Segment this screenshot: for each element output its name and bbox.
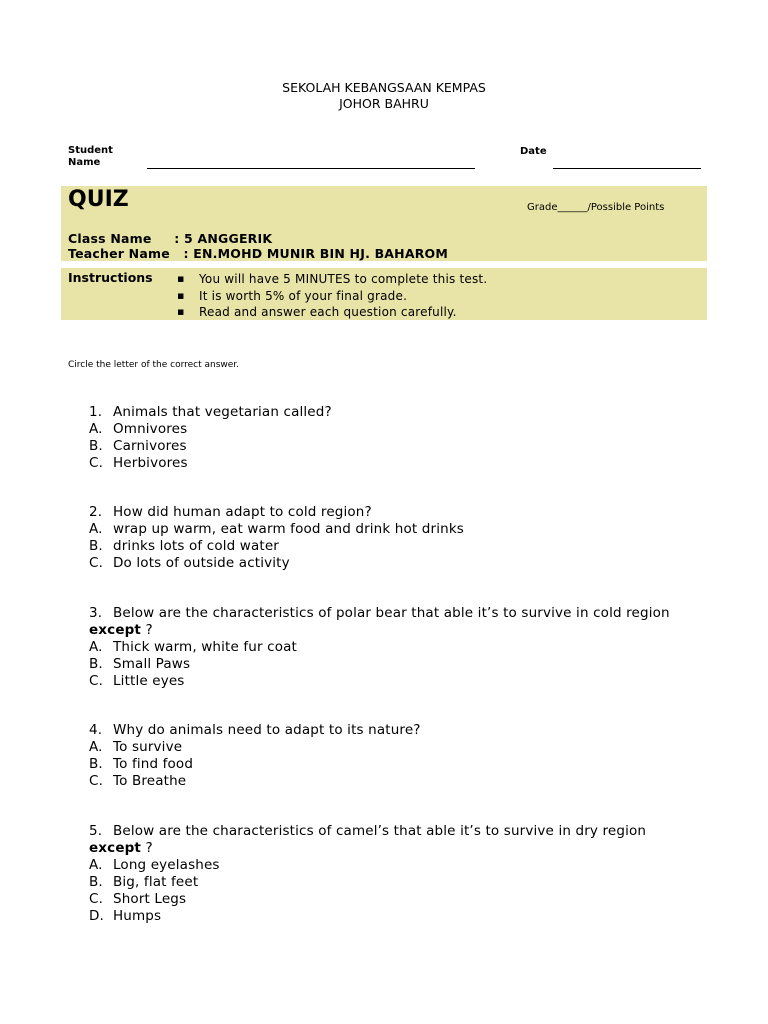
- student-name-line[interactable]: [147, 168, 475, 169]
- instruction-item: ▪ Read and answer each question carefully.: [175, 304, 487, 321]
- instruction-item: ▪ It is worth 5% of your final grade.: [175, 288, 487, 305]
- option-text: Carnivores: [113, 438, 187, 454]
- option-letter[interactable]: A.: [89, 521, 103, 537]
- question-number: 5.: [89, 823, 103, 839]
- answer-option[interactable]: [89, 739, 729, 756]
- option-text: drinks lots of cold water: [113, 538, 280, 554]
- instructions-list: [175, 271, 487, 321]
- question-number: 2.: [89, 504, 103, 520]
- except-keyword: except: [89, 840, 142, 856]
- quiz-info-band: [61, 186, 707, 261]
- instructions-label: Instructions: [68, 270, 153, 285]
- date-line[interactable]: [553, 168, 701, 169]
- option-letter[interactable]: C.: [89, 773, 104, 789]
- option-text: To survive: [113, 739, 183, 755]
- question-number: 4.: [89, 722, 103, 738]
- answer-option[interactable]: [89, 908, 729, 925]
- directions-text: Circle the letter of the correct answer.: [68, 360, 240, 370]
- answer-option[interactable]: [89, 673, 729, 690]
- question-5: [89, 823, 729, 925]
- date-label: Date: [520, 146, 547, 157]
- option-text: To find food: [113, 756, 194, 772]
- quiz-title: QUIZ: [68, 187, 129, 212]
- school-location: JOHOR BAHRU: [339, 96, 429, 111]
- school-name: SEKOLAH KEBANGSAAN KEMPAS: [282, 80, 486, 95]
- option-text: Herbivores: [113, 455, 188, 471]
- option-text: Small Paws: [113, 656, 191, 672]
- question-number: 1.: [89, 404, 103, 420]
- question-2: [89, 504, 729, 572]
- answer-option[interactable]: [89, 421, 729, 438]
- answer-option[interactable]: [89, 874, 729, 891]
- option-letter[interactable]: A.: [89, 421, 103, 437]
- option-letter[interactable]: A.: [89, 639, 103, 655]
- option-letter[interactable]: C.: [89, 891, 104, 907]
- option-letter[interactable]: B.: [89, 438, 103, 454]
- option-letter[interactable]: C.: [89, 455, 104, 471]
- student-label-line1: Student: [68, 145, 113, 156]
- option-letter[interactable]: B.: [89, 538, 103, 554]
- option-letter[interactable]: A.: [89, 739, 103, 755]
- answer-option[interactable]: [89, 455, 729, 472]
- option-text: Long eyelashes: [113, 857, 220, 873]
- student-label-line2: Name: [68, 157, 101, 168]
- option-letter[interactable]: B.: [89, 656, 103, 672]
- option-text: To Breathe: [113, 773, 187, 789]
- option-text: Thick warm, white fur coat: [113, 639, 297, 655]
- question-3: [89, 605, 729, 690]
- except-keyword: except: [89, 622, 142, 638]
- answer-option[interactable]: [89, 656, 729, 673]
- instruction-item: ▪ You will have 5 MINUTES to complete this test.: [175, 271, 487, 288]
- option-letter[interactable]: D.: [89, 908, 104, 924]
- option-letter[interactable]: B.: [89, 874, 103, 890]
- question-text: How did human adapt to cold region?: [113, 504, 372, 520]
- answer-option[interactable]: [89, 438, 729, 455]
- teacher-name-line: Teacher Name : EN.MOHD MUNIR BIN HJ. BAHAROM: [68, 246, 449, 261]
- option-letter[interactable]: A.: [89, 857, 103, 873]
- answer-option[interactable]: [89, 555, 729, 572]
- answer-option[interactable]: [89, 521, 729, 538]
- question-text-tail: ?: [141, 840, 153, 856]
- option-letter[interactable]: C.: [89, 555, 104, 571]
- answer-option[interactable]: [89, 773, 729, 790]
- instructions-band: [61, 268, 707, 320]
- option-text: Short Legs: [113, 891, 187, 907]
- grade-field: Grade______/Possible Points: [527, 202, 665, 213]
- answer-option[interactable]: [89, 538, 729, 555]
- answer-option[interactable]: [89, 639, 729, 656]
- class-name-line: Class Name : 5 ANGGERIK: [68, 231, 273, 246]
- question-4: [89, 722, 729, 790]
- question-text: Animals that vegetarian called?: [113, 404, 332, 420]
- answer-option[interactable]: [89, 756, 729, 773]
- option-text: Do lots of outside activity: [113, 555, 290, 571]
- student-name-label: [68, 145, 113, 169]
- option-text: wrap up warm, eat warm food and drink hot drinks: [113, 521, 464, 537]
- question-text: Why do animals need to adapt to its nature?: [113, 722, 421, 738]
- answer-option[interactable]: [89, 857, 729, 874]
- question-text: Below are the characteristics of camel’s that able it’s to survive in dry region: [113, 823, 647, 839]
- answer-option[interactable]: [89, 891, 729, 908]
- option-text: Little eyes: [113, 673, 185, 689]
- option-letter[interactable]: C.: [89, 673, 104, 689]
- option-text: Big, flat feet: [113, 874, 199, 890]
- option-text: Omnivores: [113, 421, 188, 437]
- question-text: Below are the characteristics of polar bear that able it’s to survive in cold region: [113, 605, 670, 621]
- option-letter[interactable]: B.: [89, 756, 103, 772]
- option-text: Humps: [113, 908, 162, 924]
- question-1: [89, 404, 729, 472]
- question-number: 3.: [89, 605, 103, 621]
- question-text-tail: ?: [141, 622, 153, 638]
